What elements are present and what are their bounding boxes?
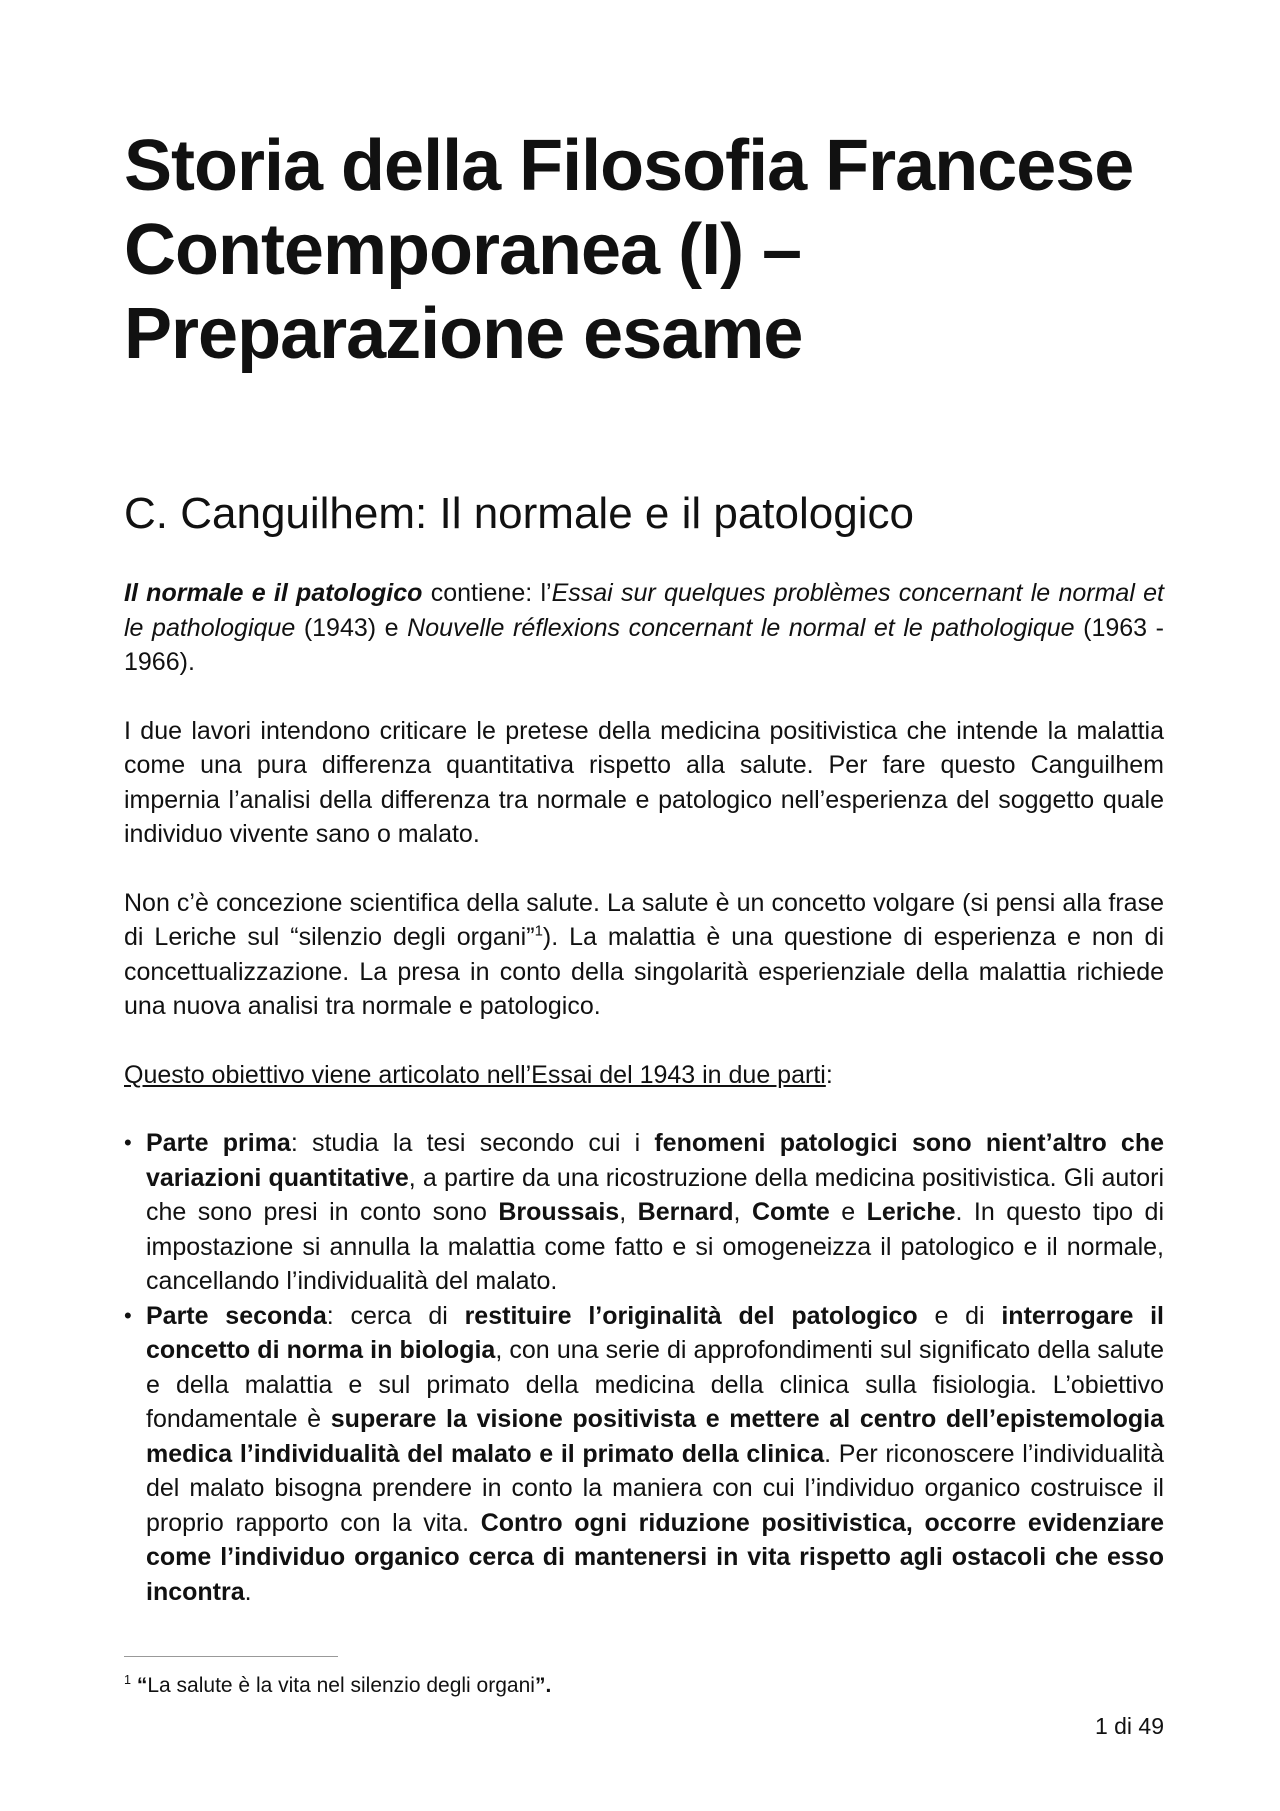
title-line: Contemporanea (I) – bbox=[124, 210, 802, 290]
footnote bbox=[124, 1672, 551, 1700]
bullet-icon: • bbox=[124, 1130, 132, 1155]
footnote-separator bbox=[124, 1656, 338, 1657]
list-item-part-one bbox=[124, 1126, 1164, 1299]
document-body bbox=[124, 576, 1164, 1609]
author-name: Broussais bbox=[498, 1198, 620, 1226]
text: Non c’è concezione scientifica della salute. La salute è un concetto volgare (si pensi alla frase di Leriche sul “silenzio degli organi” bbox=[124, 888, 1164, 951]
paragraph-critique: I due lavori intendono criticare le pretese della medicina positivistica che intende la malattia come una pura differenza quantitativa rispetto alla salute. Per fare questo Canguilhem impernia l’analisi della differenza tra normale e patologico nell’esperienza del soggetto quale individuo vivente sano o malato. bbox=[124, 716, 1164, 848]
text: e di bbox=[917, 1301, 1002, 1330]
document-title bbox=[124, 124, 1164, 376]
bold-text: superare la visione positivista e mettere al centro dell’epistemologia medica l’individualità del malato e il primato della clinica bbox=[146, 1405, 1165, 1468]
text: , con una serie di approfondimenti sul significato della salute e della malattia e sul primato della medicina della clinica sulla fisiologia. L’obiettivo fondamentale è bbox=[146, 1336, 1164, 1433]
footnote-ref[interactable]: 1 bbox=[534, 922, 543, 940]
text: ). La malattia è una questione di esperienza e non di concettualizzazione. La presa in conto della singolarità esperienziale della malattia richiede una nuova analisi tra normale e patologico. bbox=[124, 923, 1164, 1020]
text: (1943) e bbox=[295, 613, 408, 642]
title-line: Preparazione esame bbox=[124, 294, 803, 374]
book-title: Il normale e il patologico bbox=[124, 579, 423, 607]
text: , bbox=[733, 1198, 752, 1226]
page-number: 1 di 49 bbox=[1094, 1713, 1164, 1739]
parts-list bbox=[124, 1126, 1164, 1609]
bold-text: interrogare il concetto di norma in biologia bbox=[146, 1301, 1164, 1364]
part-label: Parte seconda bbox=[146, 1301, 327, 1330]
bold-text: Contro ogni riduzione positivistica, occorre evidenziare come l’individuo organico cerca di mantenersi in vita rispetto agli ostacoli che esso incontra bbox=[146, 1508, 1164, 1606]
text: , a partire da una ricostruzione della medicina positivistica. Gli autori che sono presi in conto sono bbox=[146, 1163, 1165, 1226]
text: . bbox=[244, 1577, 252, 1606]
paragraph-objective bbox=[124, 1058, 1164, 1093]
author-name: Leriche bbox=[866, 1198, 956, 1226]
list-item-part-two bbox=[124, 1299, 1164, 1610]
title-line: Storia della Filosofia Francese bbox=[124, 126, 1134, 206]
text: . Per riconoscere l’individualità del malato bisogna prendere in conto la maniera con cui l’individuo organico costruisce il proprio rapporto con la vita. bbox=[146, 1439, 1164, 1537]
paragraph-intro bbox=[124, 576, 1164, 680]
nouvelle-title: Nouvelle réflexions concernant le normal et le pathologique bbox=[407, 613, 1075, 642]
section-heading: C. Canguilhem: Il normale e il patologico bbox=[124, 489, 914, 538]
bold-text: restituire l’originalità del patologico bbox=[464, 1301, 918, 1330]
text: (1963 - 1966). bbox=[124, 613, 1164, 676]
essai-title: Essai sur quelques problèmes concernant le normal et le pathologique bbox=[124, 579, 1165, 642]
author-name: Bernard bbox=[637, 1198, 734, 1226]
text: . In questo tipo di impostazione si annulla la malattia come fatto e si omogeneizza il patologico e il normale, cancellando l’individualità del malato. bbox=[146, 1198, 1164, 1295]
underlined-text: Questo obiettivo viene articolato nell’Essai del 1943 in due parti bbox=[124, 1060, 826, 1089]
text: contiene: l’ bbox=[422, 579, 552, 607]
document-page bbox=[124, 0, 1164, 1811]
quote-mark: “ bbox=[131, 1674, 148, 1697]
text: e bbox=[829, 1198, 867, 1226]
text: : bbox=[825, 1060, 833, 1089]
footnote-text: La salute è la vita nel silenzio degli organi bbox=[147, 1674, 535, 1697]
footnote-number: 1 bbox=[124, 1673, 132, 1687]
bullet-icon: • bbox=[124, 1302, 132, 1328]
author-name: Comte bbox=[751, 1198, 830, 1226]
text: , bbox=[619, 1198, 638, 1226]
bold-text: fenomeni patologici sono nient’altro che variazioni quantitative bbox=[146, 1129, 1165, 1192]
quote-mark: ”. bbox=[534, 1674, 552, 1697]
paragraph-health bbox=[124, 886, 1164, 1024]
part-label: Parte prima bbox=[146, 1129, 291, 1157]
text: : studia la tesi secondo cui i bbox=[290, 1129, 655, 1157]
text: : cerca di bbox=[326, 1301, 465, 1330]
